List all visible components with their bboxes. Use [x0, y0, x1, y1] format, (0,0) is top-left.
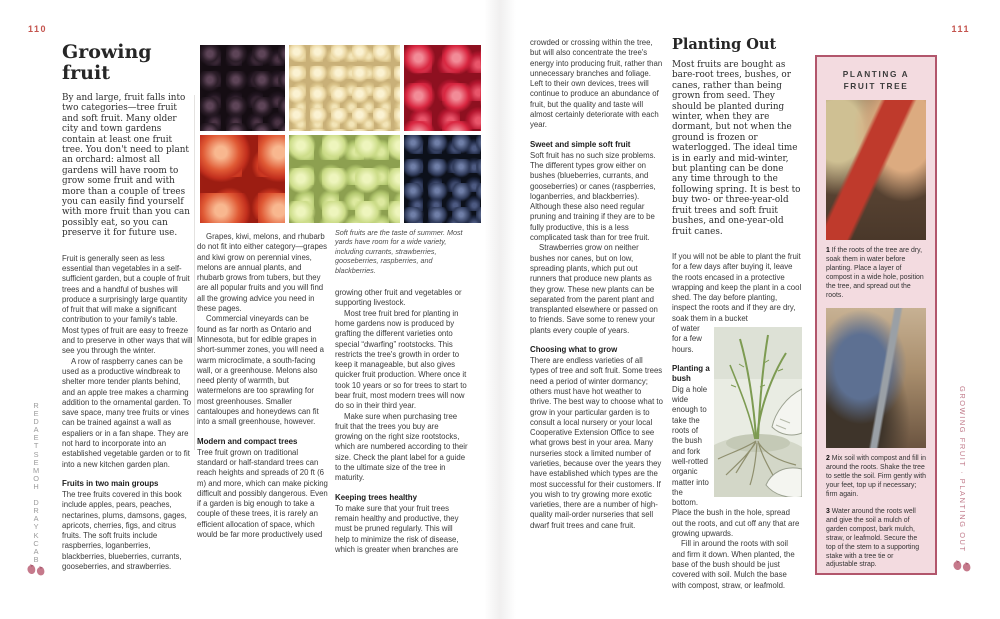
growing-fruit-column-3 — [335, 228, 468, 555]
step-number: 3 — [826, 507, 830, 515]
step2-caption — [826, 455, 926, 500]
subheading: Fruits in two main groups — [62, 478, 159, 488]
body-paragraph: To make sure that your fruit trees remain healthy and productive, they must be pruned regularly. This will help to minimize the risk of disease, which is greater when branches are — [335, 503, 459, 554]
planting-out-column — [672, 36, 802, 591]
body-paragraph: Tree fruit grown on traditional standard or half-standard trees can reach heights and spreads of 20 ft (6 m) and more, which can make picking difficult and possibly dangerous. Even if a garden is big enough to take a couple of these trees, it is rarely an efficient allocation of space, which would be far more productively used — [197, 447, 328, 540]
body-paragraph: If you will not be able to plant the fruit for a few days after buying it, leave the roots encased in a protective wrapping and keep the plant in a cool shed. The day before planting, inspect the roots and if they are dry, soak them in a bucket — [672, 251, 802, 323]
body-paragraph: of water for a few hours. — [672, 323, 702, 354]
body-paragraph: Fill in around the roots with soil and firm it down. When planted, the base of the bush should be just covered with soil. Mulch the base with compost, straw, or leafmold. — [672, 539, 795, 590]
lead-paragraph: By and large, fruit falls into two categories—tree fruit and soft fruit. Many older city and town gardens contain at least one fruit tree. You don't need to plant an orchard: almost all gardens will have room to grow some fruit and with more than a couple of trees you can easily find yourself with more fruit than you can possibly eat, so you can preserve it for future use. — [62, 93, 190, 239]
right-edge-label: GROWING FRUIT · PLANTING OUT — [958, 386, 967, 553]
step-text: Water around the roots well and give the soil a mulch of garden compost, bark mulch, straw, or leafmold. Secure the top of the stem to a supporting stake with a tree tie or adjustable strap. — [826, 507, 920, 569]
panel-title: PLANTING A FRUIT TREE — [842, 69, 910, 91]
planting-a-fruit-tree-panel — [815, 55, 937, 575]
body-paragraph: Strawberries grow on neither bushes nor canes, but on low, spreading plants, which put out runners that produce new plants as they grow. These new plants can be separated from the parent plant and transplanted elsewhere or passed on to friends. Save some to renew your plants every couple of years. — [530, 243, 658, 335]
strawberry-icon — [950, 557, 974, 580]
growing-fruit-column-4 — [530, 38, 663, 531]
planting-bush-illustration — [714, 327, 802, 497]
strawberry-icon — [24, 561, 48, 584]
step1-caption — [826, 247, 926, 300]
body-paragraph: Fruit is generally seen as less essential than vegetables in a self-sufficient garden, but a couple of fruit trees and a handful of bushes will produce a surprisingly large quantity of fruit that will make a significant contribution to your family's table. Most types of fruit are easy to freeze and to preserve in other ways that will see you through the winter. — [62, 253, 193, 356]
step3-caption — [826, 508, 926, 570]
left-edge-label: B A C K Y A R D H O M E S T E A D E R — [33, 401, 40, 564]
white-currants-photo — [289, 45, 400, 131]
body-paragraph: Most tree fruit bred for planting in home gardens now is produced by grafting the different varieties onto special “dwarfing” rootstocks. This restricts the tree's growth in order to keep it manageable, but also gives quicker fruit production. Where once it took 10 years or so for trees to start to bear fruit, most modern trees will now do so in their third year. — [335, 308, 467, 411]
body-paragraph: Commercial vineyards can be found as far north as Ontario and Minnesota, but for edible grapes in short-summer zones, you will need a warm microclimate, a south-facing wall, or a greenhouse. Melons also need plenty of warmth, but watermelons are too sprawling for most greenhouses. Smaller cantaloupes and honeydews can fit into a small greenhouse, however. — [197, 314, 324, 427]
gooseberries-photo — [289, 135, 400, 223]
blueberries-photo — [404, 135, 481, 223]
right-page-number: 111 — [951, 24, 970, 34]
body-paragraph: A row of raspberry canes can be used as a productive windbreak to shelter more tender plants behind, and an apple tree makes a charming addition to the ornamental garden. To save space, many tree fruits or vines can be trained against a wall as espaliers or in a fan shape. They are not hard to incorporate into an established vegetable garden or to fit into a new kitchen garden plan. — [62, 356, 192, 469]
left-page-number: 110 — [28, 24, 48, 34]
soft-fruit-photo-grid — [200, 45, 481, 223]
subheading: Choosing what to grow — [530, 345, 618, 355]
column-rule — [194, 95, 195, 450]
cherries-photo — [200, 135, 285, 223]
body-paragraph: Soft fruit has no such size problems. The different types grow either on bushes (blueberries, currants, and gooseberries) or canes (raspberries, loganberries, and blackberries). Although these also need regular pruning and training if they are to be fully productive, this is a less complicated task than for tree fruit. — [530, 150, 656, 243]
subheading: Keeping trees healthy — [335, 492, 418, 502]
photo-caption: Soft fruits are the taste of summer. Most yards have room for a wide variety, including currants, strawberries, gooseberries, raspberries, and blackberries. — [335, 228, 463, 275]
article-title: Planting Out — [672, 36, 777, 53]
body-paragraph: Make sure when purchasing tree fruit that the trees you buy are growing on the right size rootstocks, which are numbered according to their size. Check the plant label for a guide to the ultimate size of the tree in maturity. — [335, 411, 468, 483]
step-text: If the roots of the tree are dry, soak them in water before planting. Place a layer of compost in a wide hole, position the tree, and spread out the roots. — [826, 247, 924, 299]
subheading: Planting a bush — [672, 363, 710, 383]
lead-paragraph: Most fruits are bought as bare-root trees, bushes, or canes, rather than being grown from seed. They should be planted during winter, when they are dormant, but not when the ground is frozen or waterlogged. The ideal time is in early and mid-winter, but planting can be done any time through to the following spring. It is best to buy two- or three-year-old fruit trees and soft fruit bushes, and one-year-old fruit canes. — [672, 60, 801, 237]
body-paragraph: Grapes, kiwi, melons, and rhubarb do not fit into either category—grapes and kiwi grow on perennial vines, melons are annual plants, and rhubarb grows from tubers, but they are all popular fruits and you will find all the growing advice you need in these pages. — [197, 232, 328, 314]
step-number: 2 — [826, 455, 830, 463]
step-text: Mix soil with compost and fill in around the roots. Shake the tree to settle the soil. Firm gently with your feet, top up if necessary; firm again. — [826, 455, 926, 499]
blackcurrants-photo — [200, 45, 285, 131]
body-paragraph: There are endless varieties of all types of tree and soft fruit. Some trees need a period of winter dormancy; others must have hot weather to thrive. The best way to choose what to grow in your particular garden is to consult a local nursery or your local Cooperative Extension Office to see what grows best in your area. Many nurseries stock a limited number of varieties, because over the years they have established which types are the most successful for their customers. If you wish to try growing more exotic varieties, there are a number of high-quality mail-order nurseries that sell dwarf fruit trees and cane fruit. — [530, 356, 663, 530]
growing-fruit-column-2 — [197, 232, 328, 540]
body-paragraph: Dig a hole wide enough to take the roots of the bush and fork well-rotted organic matter into the bottom. Place the bush in the hole, spread out the roots, and cut off any that are growing upwards. — [672, 384, 800, 539]
step1-photo — [826, 100, 926, 240]
subheading: Modern and compact trees — [197, 436, 298, 446]
body-paragraph: growing other fruit and vegetables or supporting livestock. — [335, 288, 462, 308]
body-paragraph: The tree fruits covered in this book include apples, pears, peaches, nectarines, plums, damsons, gages, apricots, cherries, figs, and citrus fruits. The soft fruits include raspberries, loganberries, blackberries, blueberries, currants, gooseberries, and strawberries. — [62, 489, 187, 571]
step2-photo — [826, 308, 926, 448]
step-number: 1 — [826, 247, 830, 254]
raspberries-photo — [404, 45, 481, 131]
body-paragraph: crowded or crossing within the tree, but will also concentrate the tree's energy into producing fruit, rather than unnecessary branches and foliage. Left to their own devices, trees will continue to produce an abundance of fruit, but the quality and taste will almost certainly deteriorate with each year. — [530, 38, 663, 130]
subheading: Sweet and simple soft fruit — [530, 139, 631, 149]
article-title: Growing fruit — [62, 41, 152, 84]
growing-fruit-intro-column — [62, 42, 193, 572]
page-gutter — [484, 0, 516, 619]
